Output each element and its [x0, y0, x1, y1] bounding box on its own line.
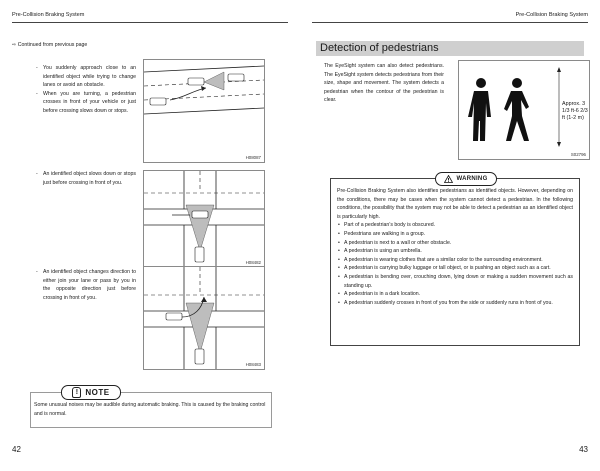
running-header-right: Pre-Collision Braking System — [515, 12, 588, 18]
note-text: Some unusual noises may be audible during automatic braking. This is caused by the braking control and is normal. — [34, 402, 266, 417]
figure-lane-change — [143, 59, 265, 163]
condition-item: - You suddenly approach close to an identified object while trying to change lanes or avoid an obstacle. — [36, 64, 136, 90]
pedestrian-figure — [458, 60, 590, 160]
warning-item: • Part of a pedestrian’s body is obscured. — [337, 221, 573, 230]
continued-label: ⇨ Continued from previous page — [12, 42, 88, 48]
note-icon: ! — [72, 387, 81, 398]
condition-block-2 — [36, 170, 136, 187]
condition-block-3 — [36, 268, 136, 302]
note-title: NOTE — [85, 388, 110, 397]
page-number-right: 43 — [579, 445, 588, 454]
condition-block-1 — [36, 64, 136, 116]
note-heading — [61, 385, 121, 400]
condition-item: - An identified object changes direction to either join your lane or pass by you in the opposite direction just before crossing in front of you. — [36, 268, 136, 302]
page-number-left: 42 — [12, 445, 21, 454]
warning-body — [337, 187, 573, 307]
section-intro: The EyeSight system can also detect pedestrians. The EyeSight system detects pedestrians from their size, shape and movement. The system detects a pedestrian when the contour of the pedestrian is clear. — [324, 63, 444, 104]
warning-item: • A pedestrian is wearing clothes that are a similar color to the surrounding environment. — [337, 256, 573, 265]
warning-heading — [435, 172, 497, 186]
figure-slowing-object — [143, 170, 265, 268]
warning-item: • A pedestrian is in a dark location. — [337, 290, 573, 299]
intersection-illustration-1 — [144, 171, 264, 267]
header-rule-left — [12, 22, 288, 23]
section-title: Detection of pedestrians — [316, 41, 584, 56]
warning-item: • A pedestrian suddenly crosses in front of you from the side or suddenly runs in front of you. — [337, 299, 573, 308]
figure-code: S02796 — [570, 152, 586, 157]
figure-direction-change — [143, 266, 265, 370]
warning-title: WARNING — [456, 176, 488, 182]
note-box — [30, 388, 272, 428]
intersection-illustration-2 — [144, 267, 264, 369]
condition-item: - When you are turning, a pedestrian crosses in front of your vehicle or just before crossing slows down or stops. — [36, 90, 136, 116]
figure-code: H08087 — [245, 155, 261, 160]
warning-item: • Pedestrians are walking in a group. — [337, 230, 573, 239]
warning-item: • A pedestrian is bending over, crouching down, lying down or making a sudden movement such as standing up. — [337, 273, 573, 290]
warning-triangle-icon — [444, 175, 453, 183]
condition-item: - An identified object slows down or stops just before crossing in front of you. — [36, 170, 136, 187]
figure-code: H08483 — [245, 362, 261, 367]
figure-code: H08482 — [245, 260, 261, 265]
running-header-left: Pre-Collision Braking System — [12, 12, 85, 18]
warning-item: • A pedestrian is using an umbrella. — [337, 247, 573, 256]
lane-change-illustration — [144, 60, 264, 162]
height-label: Approx. 3 1/3 ft-6 2/3 ft (1-2 m) — [562, 101, 588, 121]
warning-item: • A pedestrian is carrying bulky luggage or tall object, or is pushing an object such as a cart. — [337, 264, 573, 273]
warning-item: • A pedestrian is next to a wall or other obstacle. — [337, 239, 573, 248]
warning-list — [337, 221, 573, 307]
header-rule-right — [312, 22, 588, 23]
warning-text: Pre-Collision Braking System also identifies pedestrians as identified objects. However, depending on the conditions, there may be cases when the system cannot detect a pedestrian. In the following conditions, the possibility that the system may not be able to detect a pedestrian as an identified object is particularly high. — [337, 188, 573, 220]
warning-box — [330, 178, 580, 346]
